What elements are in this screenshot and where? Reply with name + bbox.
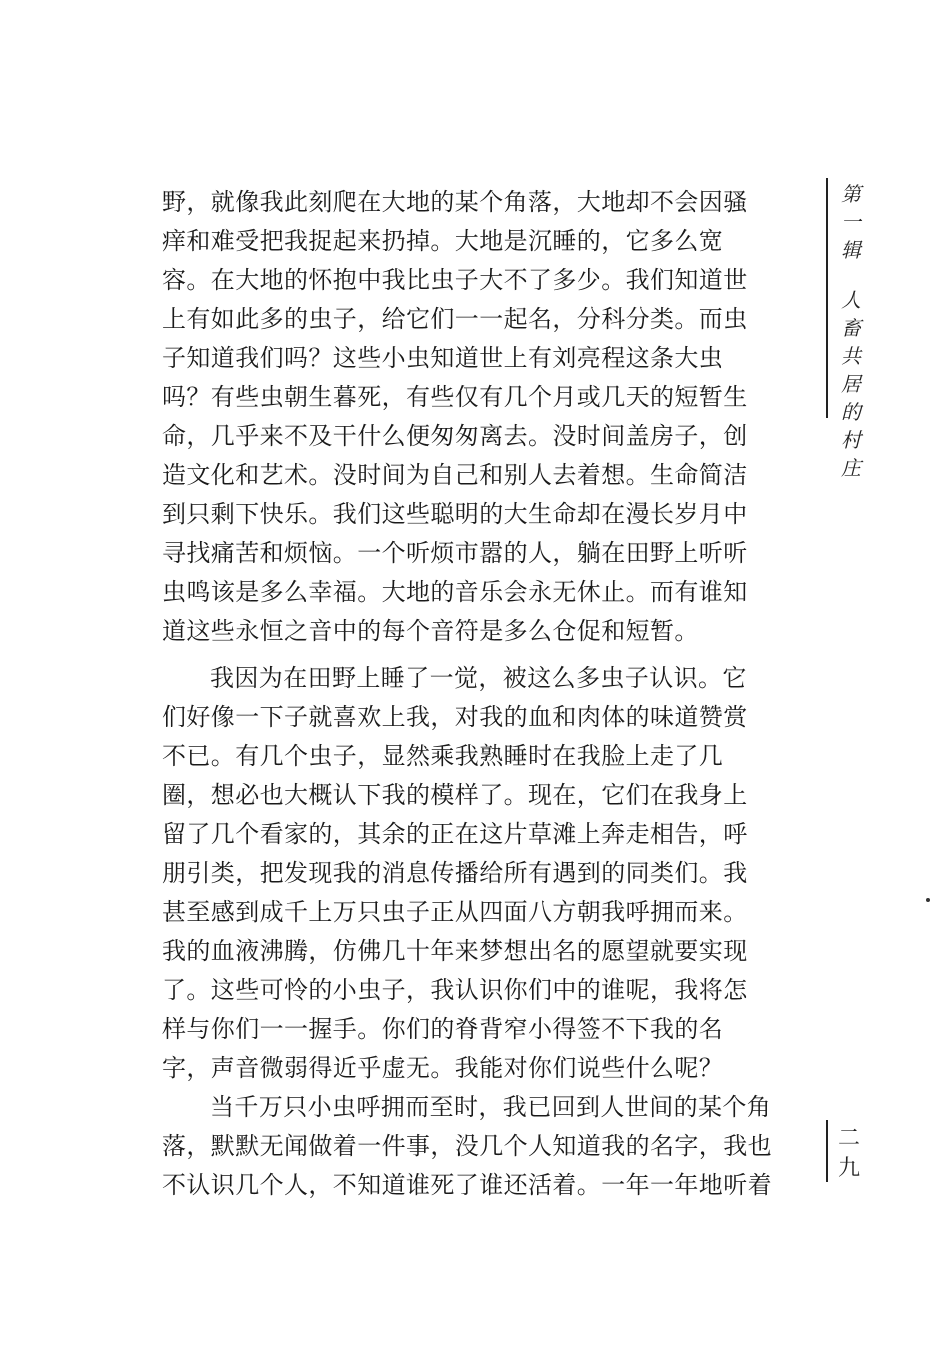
page-number [836, 1124, 862, 1184]
running-head-char: 辑 [841, 238, 861, 262]
paragraph-start-line: 当千万只小虫呼拥而至时，我已回到人世间的某个角 [210, 1093, 772, 1121]
running-head-char: 一 [841, 210, 861, 234]
running-head [838, 180, 864, 482]
text-line: 们好像一下子就喜欢上我，对我的血和肉体的味道赞赏 [162, 703, 748, 731]
text-line: 了。这些可怜的小虫子，我认识你们中的谁呢，我将怎 [162, 976, 748, 1004]
text-line: 样与你们一一握手。你们的脊背窄小得签不下我的名 [162, 1015, 724, 1043]
running-head-char: 的 [841, 400, 861, 424]
text-line: 上有如此多的虫子，给它们一一起名，分科分类。而虫 [162, 305, 748, 333]
text-line: 容。在大地的怀抱中我比虫子大不了多少。我们知道世 [162, 266, 748, 294]
text-line: 痒和难受把我捉起来扔掉。大地是沉睡的，它多么宽 [162, 227, 724, 255]
running-head-char: 庄 [841, 456, 861, 480]
text-line: 命，几乎来不及干什么便匆匆离去。没时间盖房子，创 [162, 422, 748, 450]
scan-speck [926, 898, 930, 902]
text-line: 虫鸣该是多么幸福。大地的音乐会永无休止。而有谁知 [162, 578, 748, 606]
margin-rule-top [826, 178, 828, 418]
text-line: 寻找痛苦和烦恼。一个听烦市嚣的人，躺在田野上听听 [162, 539, 748, 567]
text-line: 朋引类，把发现我的消息传播给所有遇到的同类们。我 [162, 859, 748, 887]
body-text [162, 183, 784, 1205]
text-line: 吗？有些虫朝生暮死，有些仅有几个月或几天的短暂生 [162, 383, 748, 411]
running-head-char: 第 [841, 182, 861, 206]
text-line: 我的血液沸腾，仿佛几十年来梦想出名的愿望就要实现 [162, 937, 748, 965]
running-head-char: 居 [841, 372, 861, 396]
text-line: 造文化和艺术。没时间为自己和别人去着想。生命简洁 [162, 461, 748, 489]
margin-rule-bottom [826, 1120, 828, 1182]
text-line: 不已。有几个虫子，显然乘我熟睡时在我脸上走了几 [162, 742, 724, 770]
running-head-char: 畜 [841, 316, 861, 340]
text-line: 留了几个看家的，其余的正在这片草滩上奔走相告，呼 [162, 820, 748, 848]
text-line: 字，声音微弱得近乎虚无。我能对你们说些什么呢？ [162, 1054, 724, 1082]
running-head-char: 人 [841, 288, 861, 312]
running-head-char: 共 [841, 344, 861, 368]
text-line: 道这些永恒之音中的每个音符是多么仓促和短暂。 [162, 617, 699, 645]
running-head-char: 村 [841, 428, 861, 452]
page-number-char: 二 [837, 1126, 860, 1151]
text-line: 到只剩下快乐。我们这些聪明的大生命却在漫长岁月中 [162, 500, 748, 528]
text-line: 圈，想必也大概认下我的模样了。现在，它们在我身上 [162, 781, 748, 809]
paragraph-start-line: 我因为在田野上睡了一觉，被这么多虫子认识。它 [210, 664, 747, 692]
text-line: 子知道我们吗？这些小虫知道世上有刘亮程这条大虫 [162, 344, 724, 372]
text-line: 野，就像我此刻爬在大地的某个角落，大地却不会因骚 [162, 188, 748, 216]
page-number-char: 九 [837, 1156, 860, 1181]
text-line: 甚至感到成千上万只虫子正从四面八方朝我呼拥而来。 [162, 898, 748, 926]
text-line: 落，默默无闻做着一件事，没几个人知道我的名字，我也 [162, 1132, 772, 1160]
text-line: 不认识几个人，不知道谁死了谁还活着。一年一年地听着 [162, 1171, 772, 1199]
